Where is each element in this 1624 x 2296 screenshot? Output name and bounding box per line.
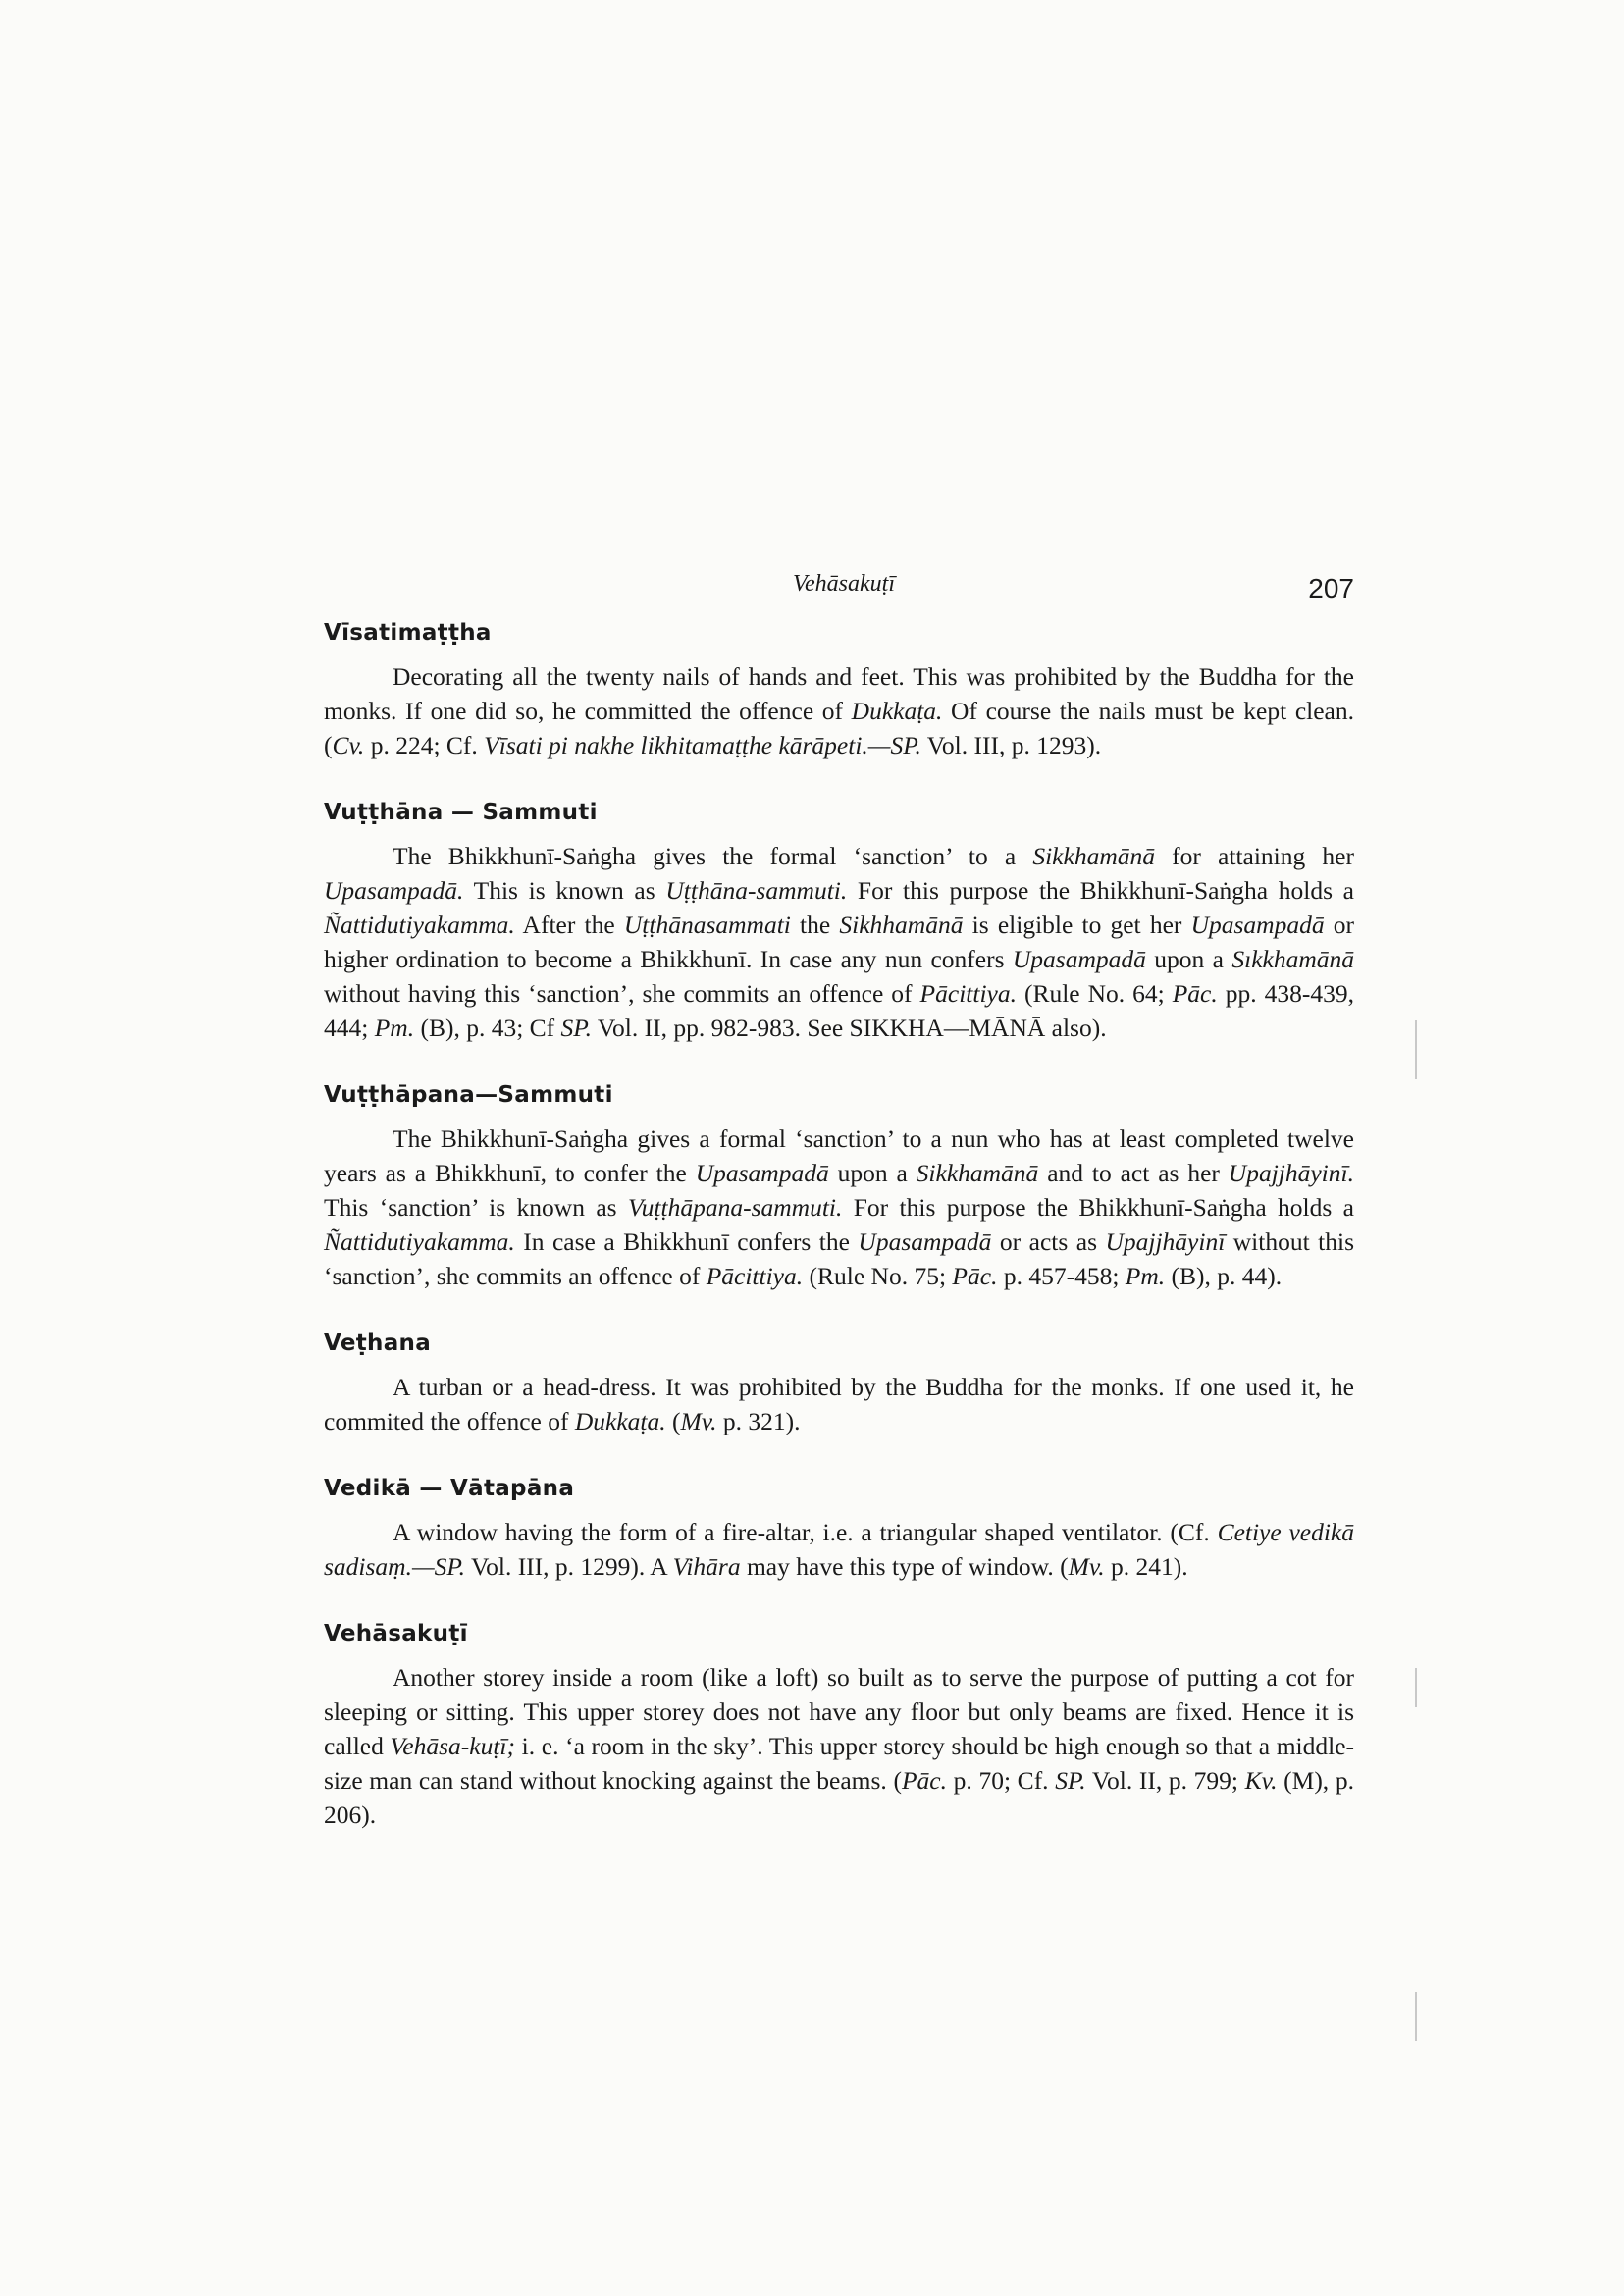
- italic-term: SP.: [560, 1014, 592, 1042]
- body-text: p. 224; Cf.: [364, 731, 485, 759]
- body-text: A turban or a head-dress. It was prohibited by the Buddha for the monks. If one used it, he commited the offence of: [324, 1373, 1354, 1435]
- body-text: (Rule No. 75;: [803, 1262, 953, 1290]
- body-text: p. 241).: [1104, 1552, 1188, 1581]
- body-text: (: [665, 1407, 681, 1435]
- body-text: without this ‘sanction’, she commits an offence of: [324, 1227, 1355, 1290]
- italic-term: Pm.: [374, 1014, 415, 1042]
- italic-term: Cetiye vedikā sadisaṃ.—SP.: [324, 1518, 1354, 1581]
- italic-term: Upasampadā: [695, 1159, 829, 1187]
- entry: [324, 1476, 1354, 1584]
- body-text: (M), p. 206).: [324, 1766, 1354, 1829]
- body-text: p. 457-458;: [997, 1262, 1126, 1290]
- body-text: The Bhikkhunī-Saṅgha gives the formal ‘sanction’ to a: [393, 842, 1033, 870]
- italic-term: Sıkkhamānā: [1231, 945, 1354, 973]
- italic-term: Dukkaṭa.: [851, 697, 943, 725]
- body-text: Vol. II, pp. 982-983. See SIKKHA—MĀNĀ also).: [591, 1014, 1107, 1042]
- entry: [324, 620, 1354, 762]
- entry-title: Vuṭṭhāpana—Sammuti: [324, 1082, 613, 1108]
- dictionary-entries: [324, 620, 1354, 1869]
- entry-title: Vehāsakuṭī: [324, 1621, 468, 1646]
- italic-term: Ñattidutiyakamma.: [324, 1227, 515, 1256]
- italic-term: Vihāra: [672, 1552, 741, 1581]
- italic-term: Vehāsa-kuṭī;: [390, 1732, 515, 1760]
- italic-term: Upasampadā: [1012, 945, 1146, 973]
- body-text: A window having the form of a fire-altar, i.e. a triangular shaped ventilator. (Cf.: [393, 1518, 1218, 1546]
- entry: [324, 800, 1354, 1045]
- italic-term: SP.: [1055, 1766, 1086, 1795]
- italic-term: Pācittiya.: [706, 1262, 804, 1290]
- body-text: for attaining her: [1154, 842, 1354, 870]
- italic-term: Uṭṭhānasammati: [623, 911, 791, 939]
- body-text: (B), p. 44).: [1165, 1262, 1283, 1290]
- body-text: (Rule No. 64;: [1016, 979, 1173, 1008]
- body-text: i. e. ‘a room in the sky’. This upper storey should be high enough so that a middle-size man can stand without knocking against the beams. (: [324, 1732, 1355, 1795]
- italic-term: Cv.: [332, 731, 365, 759]
- body-text: (B), p. 43; Cf: [414, 1014, 561, 1042]
- entry: [324, 1082, 1354, 1293]
- body-text: Vol. III, p. 1293).: [920, 731, 1102, 759]
- body-text: For this purpose the Bhikkhunī-Saṅgha holds a: [847, 876, 1354, 905]
- body-text: For this purpose the Bhikkhunī-Saṅgha holds a: [842, 1193, 1354, 1222]
- body-text: Vol. III, p. 1299). A: [465, 1552, 673, 1581]
- entry: [324, 1331, 1354, 1438]
- body-text: or acts as: [991, 1227, 1106, 1256]
- body-text: may have this type of window. (: [740, 1552, 1069, 1581]
- body-text: This ‘sanction’ is known as: [324, 1193, 628, 1222]
- italic-term: Upajjhāyinī.: [1228, 1159, 1354, 1187]
- body-text: is eligible to get her: [963, 911, 1191, 939]
- italic-term: Upasampadā.: [324, 876, 464, 905]
- italic-term: Kv.: [1244, 1766, 1278, 1795]
- body-text: and to act as her: [1038, 1159, 1229, 1187]
- entry-body: [324, 1515, 1354, 1584]
- italic-term: Pācittiya.: [919, 979, 1017, 1008]
- body-text: Vol. II, p. 799;: [1085, 1766, 1245, 1795]
- italic-term: Pm.: [1125, 1262, 1166, 1290]
- italic-term: Pāc.: [952, 1262, 998, 1290]
- italic-term: Mv.: [680, 1407, 717, 1435]
- scan-margin-mark: [1415, 1668, 1417, 1707]
- entry-body: [324, 659, 1354, 762]
- italic-term: Vīsati pi nakhe likhitamaṭṭhe kārāpeti.—SP.: [484, 731, 921, 759]
- body-text: In case a Bhikkhunī confers the: [514, 1227, 859, 1256]
- entry-title: Vuṭṭhāna — Sammuti: [324, 800, 598, 825]
- body-text: Of course the nails must be kept clean. (: [324, 697, 1354, 759]
- body-text: After the: [514, 911, 624, 939]
- body-text: The Bhikkhunī-Saṅgha gives a formal ‘sanction’ to a nun who has at least completed twelve years as a Bhikkhunī, to confer the: [324, 1124, 1354, 1187]
- italic-term: Uṭṭhāna-sammuti.: [665, 876, 848, 905]
- page-header: [324, 571, 1364, 610]
- body-text: pp. 438-439, 444;: [324, 979, 1354, 1042]
- italic-term: Mv.: [1068, 1552, 1105, 1581]
- italic-term: Sikkhamānā: [916, 1159, 1039, 1187]
- italic-term: Upasampadā: [858, 1227, 992, 1256]
- body-text: the: [790, 911, 840, 939]
- entry-body: [324, 1370, 1354, 1438]
- entry-body: [324, 1660, 1354, 1832]
- body-text: Decorating all the twenty nails of hands and feet. This was prohibited by the Buddha for the monks. If one did so, he committed the offence of: [324, 662, 1354, 725]
- italic-term: Dukkaṭa.: [574, 1407, 666, 1435]
- entry-body: [324, 839, 1354, 1045]
- italic-term: Vuṭṭhāpana-sammuti.: [627, 1193, 843, 1222]
- body-text: without having this ‘sanction’, she commits an offence of: [324, 979, 920, 1008]
- italic-term: Pāc.: [1172, 979, 1218, 1008]
- page-number: 207: [1308, 573, 1354, 603]
- italic-term: Sikkhamānā: [1032, 842, 1155, 870]
- italic-term: Upajjhāyinī: [1105, 1227, 1226, 1256]
- entry-title: Vedikā — Vātapāna: [324, 1476, 575, 1501]
- body-text: p. 70; Cf.: [946, 1766, 1056, 1795]
- body-text: or higher ordination to become a Bhikkhunī. In case any nun confers: [324, 911, 1354, 973]
- entry: [324, 1621, 1354, 1832]
- body-text: Another storey inside a room (like a loft) so built as to serve the purpose of putting a cot for sleeping or sitting. This upper storey does not have any floor but only beams are fixed. Hence it is called: [324, 1663, 1354, 1760]
- body-text: p. 321).: [716, 1407, 801, 1435]
- body-text: upon a: [828, 1159, 917, 1187]
- entry-title: Veṭhana: [324, 1331, 432, 1356]
- italic-term: Ñattidutiyakamma.: [324, 911, 515, 939]
- scan-margin-mark: [1415, 1020, 1417, 1079]
- italic-term: Upasampadā: [1190, 911, 1325, 939]
- body-text: upon a: [1145, 945, 1232, 973]
- italic-term: Pāc.: [901, 1766, 947, 1795]
- entry-body: [324, 1122, 1354, 1293]
- scan-margin-mark: [1415, 1992, 1417, 2041]
- entry-title: Vīsatimaṭṭha: [324, 620, 492, 646]
- italic-term: Sikhhamānā: [839, 911, 964, 939]
- running-head: Vehāsakuṭī: [793, 571, 895, 597]
- body-text: This is known as: [463, 876, 666, 905]
